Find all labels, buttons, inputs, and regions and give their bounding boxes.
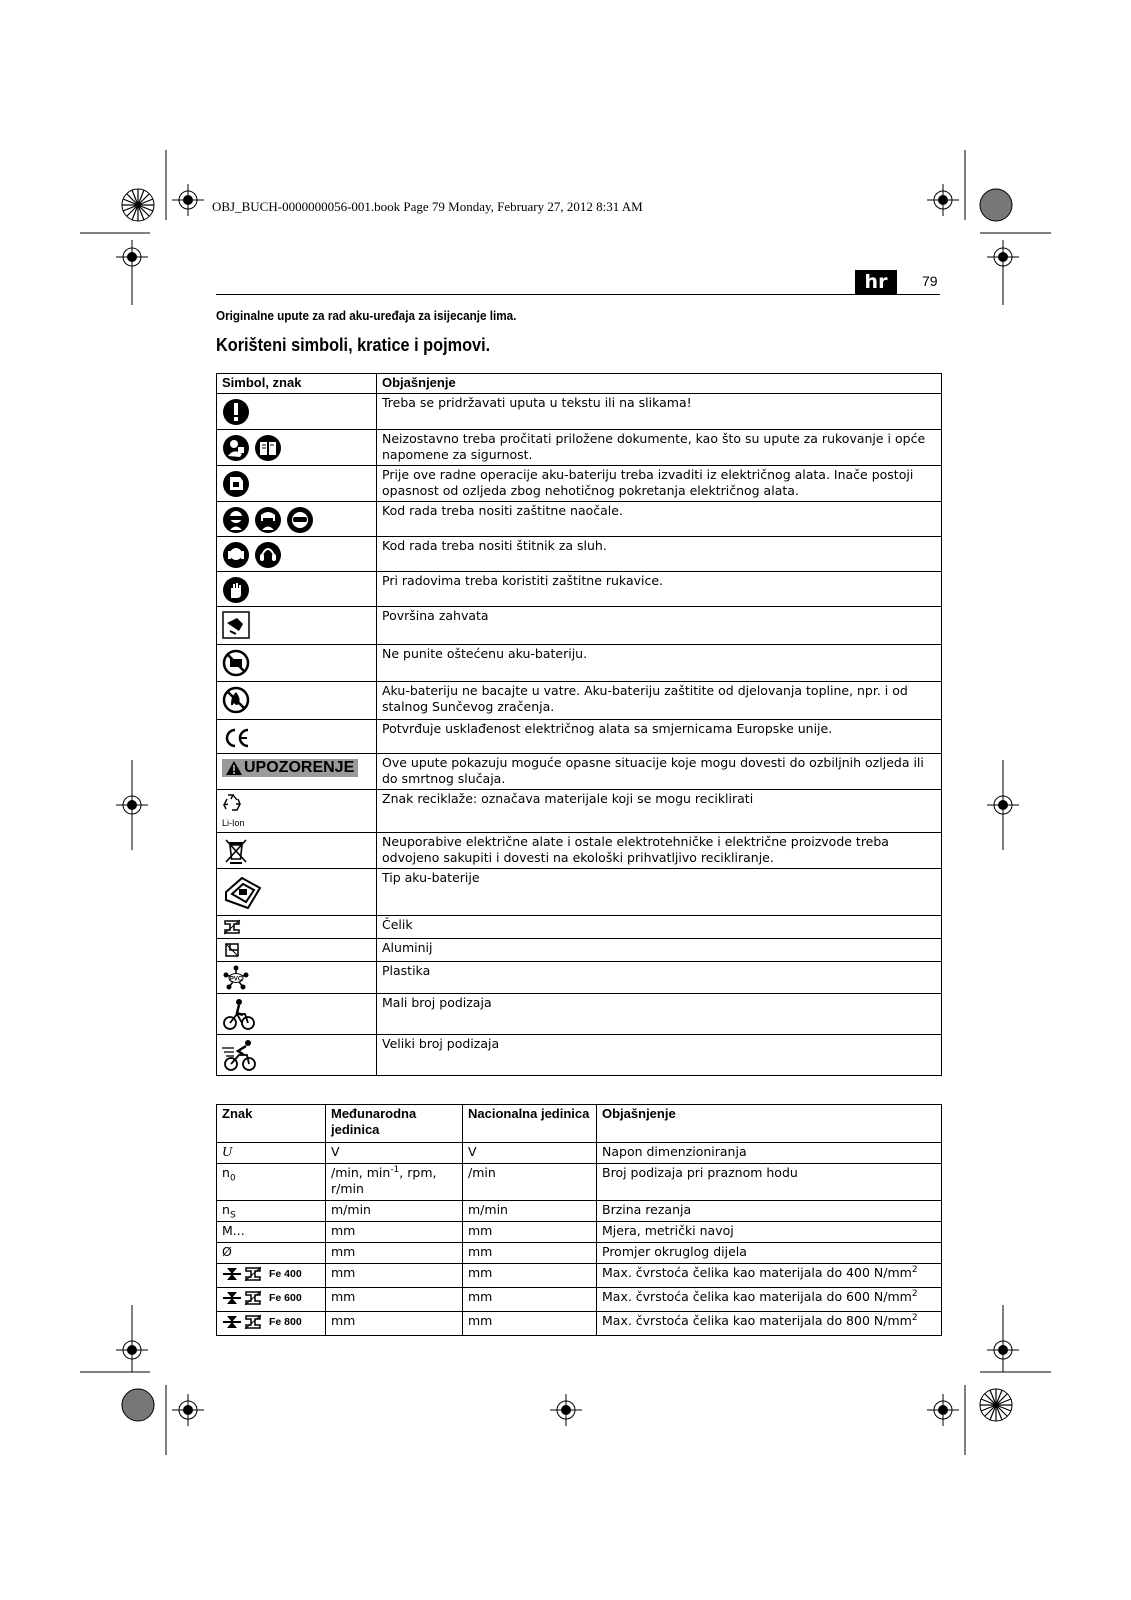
table-row xyxy=(217,869,942,916)
row-text: Ne punite oštećenu aku-bateriju. xyxy=(377,645,942,682)
row-text: Potvrđuje usklađenost električnog alata sa smjernicama Europske unije. xyxy=(377,720,942,754)
table-row xyxy=(217,962,942,994)
table-row xyxy=(217,430,942,466)
warning-badge-label: UPOZORENJE xyxy=(244,759,355,776)
natl-unit: mm xyxy=(463,1312,597,1336)
unit-exponent: 2 xyxy=(911,1264,918,1275)
row-text: Znak reciklaže: označava materijale koji se mogu reciklirati xyxy=(377,790,942,833)
table-row xyxy=(217,1143,942,1164)
natl-unit: mm xyxy=(463,1264,597,1288)
natl-unit: V xyxy=(463,1143,597,1164)
header-natl-unit: Nacionalna jedinica xyxy=(463,1105,597,1143)
row-text: Napon dimenzioniranja xyxy=(597,1143,942,1164)
book-icon xyxy=(254,434,282,462)
fe-grade-label: Fe 400 xyxy=(269,1268,302,1280)
warning-triangle-icon xyxy=(226,761,242,775)
table-row xyxy=(217,466,942,502)
table-row xyxy=(217,394,942,430)
row-text: Mali broj podizaja xyxy=(377,994,942,1035)
row-text: Čelik xyxy=(377,916,942,939)
header-symbol: Simbol, znak xyxy=(217,374,377,394)
row-text: Površina zahvata xyxy=(377,607,942,645)
symbols-table-header xyxy=(217,374,942,394)
header-explanation: Objašnjenje xyxy=(597,1105,942,1143)
steel-strength-icon xyxy=(222,1289,266,1307)
units-table xyxy=(216,1104,942,1336)
row-text: Promjer okruglog dijela xyxy=(597,1243,942,1264)
table-row xyxy=(217,1035,942,1076)
header-intl-unit: Međunarodna jedinica xyxy=(326,1105,463,1143)
table-row xyxy=(217,1288,942,1312)
gloves-icon xyxy=(222,576,250,604)
header-explanation: Objašnjenje xyxy=(377,374,942,394)
intl-unit: V xyxy=(326,1143,463,1164)
table-row xyxy=(217,1222,942,1243)
table-row xyxy=(217,682,942,720)
steel-strength-icon xyxy=(222,1313,266,1331)
natl-unit: mm xyxy=(463,1243,597,1264)
sign-diameter: Ø xyxy=(217,1243,326,1264)
row-text: Kod rada treba nositi zaštitne naočale. xyxy=(377,502,942,537)
natl-unit: m/min xyxy=(463,1201,597,1222)
header-sign: Znak xyxy=(217,1105,326,1143)
row-text: Neuporabive električne alate i ostale elektrotehničke i električne proizvode treba odvojeno sakupiti i dovesti na ekološki prihvatljivo recikliranje. xyxy=(377,833,942,869)
table-row xyxy=(217,720,942,754)
no-charge-damaged-icon xyxy=(222,649,250,677)
intl-unit: mm xyxy=(326,1312,463,1336)
low-stroke-icon xyxy=(222,997,256,1031)
section-title: Korišteni simboli, kratice i pojmovi. xyxy=(216,334,491,355)
no-fire-icon xyxy=(222,686,250,714)
row-text: Mjera, metrički navoj xyxy=(597,1222,942,1243)
crossed-bin-icon xyxy=(222,837,250,865)
row-text: Prije ove radne operacije aku-bateriju treba izvaditi iz električnog alata. Inače postoji opasnost od ozljeda zbog nehotičnog pokretanja električnog alata. xyxy=(377,466,942,502)
table-row xyxy=(217,1164,942,1201)
exclamation-icon xyxy=(222,398,250,426)
read-manual-icon xyxy=(222,434,250,462)
row-text: Aluminij xyxy=(377,939,942,962)
table-row xyxy=(217,1264,942,1288)
table-row xyxy=(217,572,942,607)
natl-unit: mm xyxy=(463,1288,597,1312)
aluminium-icon xyxy=(222,941,242,959)
table-row xyxy=(217,916,942,939)
recycle-icon xyxy=(222,793,244,813)
row-text: Pri radovima treba koristiti zaštitne rukavice. xyxy=(377,572,942,607)
intl-unit: mm xyxy=(326,1243,463,1264)
face-shield-icon xyxy=(254,506,282,534)
natl-unit: /min xyxy=(463,1164,597,1201)
language-tag: hr xyxy=(855,270,897,295)
high-stroke-icon xyxy=(222,1038,258,1072)
fe-grade-label: Fe 600 xyxy=(269,1292,302,1304)
sign-n: n xyxy=(222,1165,230,1180)
table-row xyxy=(217,790,942,833)
table-row xyxy=(217,1243,942,1264)
table-row xyxy=(217,1312,942,1336)
row-text: Broj podizaja pri praznom hodu xyxy=(597,1164,942,1201)
natl-unit: mm xyxy=(463,1222,597,1243)
intl-unit-exponent: -1 xyxy=(390,1164,400,1175)
row-text: Kod rada treba nositi štitnik za sluh. xyxy=(377,537,942,572)
steel-strength-icon xyxy=(222,1265,266,1283)
pvc-label: PVC xyxy=(229,976,243,983)
remove-battery-icon xyxy=(222,470,250,498)
grip-surface-icon xyxy=(222,611,250,639)
row-text: Brzina rezanja xyxy=(597,1201,942,1222)
plastic-icon xyxy=(222,965,250,991)
row-text: Max. čvrstoća čelika kao materijala do 600 N/mm xyxy=(602,1289,912,1304)
document-subtitle: Originalne upute za rad aku-uređaja za isijecanje lima. xyxy=(216,308,517,323)
print-meta: OBJ_BUCH-0000000056-001.book Page 79 Monday, February 27, 2012 8:31 AM xyxy=(212,199,643,214)
row-text: Max. čvrstoća čelika kao materijala do 400 N/mm xyxy=(602,1265,912,1280)
ce-mark-icon xyxy=(222,724,250,752)
steel-icon xyxy=(222,918,242,936)
unit-exponent: 2 xyxy=(911,1312,918,1323)
row-text: Treba se pridržavati uputa u tekstu ili na slikama! xyxy=(377,394,942,430)
table-row xyxy=(217,754,942,790)
li-ion-label: Li-Ion xyxy=(222,818,245,828)
intl-unit: m/min xyxy=(326,1201,463,1222)
symbols-table xyxy=(216,373,942,1076)
intl-unit: /min, min xyxy=(331,1165,391,1180)
header-rule xyxy=(216,294,940,295)
battery-type-icon xyxy=(222,874,264,912)
table-row xyxy=(217,994,942,1035)
intl-unit-rest: , rpm, r/min xyxy=(331,1165,437,1196)
row-text: Max. čvrstoća čelika kao materijala do 800 N/mm xyxy=(602,1313,912,1328)
table-row xyxy=(217,1201,942,1222)
intl-unit: mm xyxy=(326,1264,463,1288)
sign-m: M... xyxy=(217,1222,326,1243)
table-row xyxy=(217,645,942,682)
goggles-icon xyxy=(286,506,314,534)
units-table-header xyxy=(217,1105,942,1143)
table-row xyxy=(217,833,942,869)
row-text: Neizostavno treba pročitati priložene dokumente, kao što su upute za rukovanje i opće napomene za sigurnost. xyxy=(377,430,942,466)
sign-subscript: S xyxy=(229,1210,236,1221)
table-row xyxy=(217,939,942,962)
table-row xyxy=(217,502,942,537)
fe-grade-label: Fe 800 xyxy=(269,1316,302,1328)
intl-unit: mm xyxy=(326,1288,463,1312)
table-row xyxy=(217,537,942,572)
unit-exponent: 2 xyxy=(911,1288,918,1299)
earmuff-icon xyxy=(254,541,282,569)
ear-protection-icon xyxy=(222,541,250,569)
safety-glasses-icon xyxy=(222,506,250,534)
sign-subscript: 0 xyxy=(229,1173,236,1184)
row-text: Tip aku-baterije xyxy=(377,869,942,916)
page-number: 79 xyxy=(922,273,938,289)
row-text: Ove upute pokazuju moguće opasne situacije koje mogu dovesti do ozbiljnih ozljeda ili do smrtnog slučaja. xyxy=(377,754,942,790)
table-row xyxy=(217,607,942,645)
row-text: Aku-bateriju ne bacajte u vatre. Aku-bateriju zaštitite od djelovanja topline, npr. i od stalnog Sunčevog zračenja. xyxy=(377,682,942,720)
warning-badge xyxy=(222,759,358,777)
sign-n: n xyxy=(222,1202,230,1217)
sign-u: U xyxy=(222,1145,233,1160)
row-text: Plastika xyxy=(377,962,942,994)
row-text: Veliki broj podizaja xyxy=(377,1035,942,1076)
intl-unit: mm xyxy=(326,1222,463,1243)
